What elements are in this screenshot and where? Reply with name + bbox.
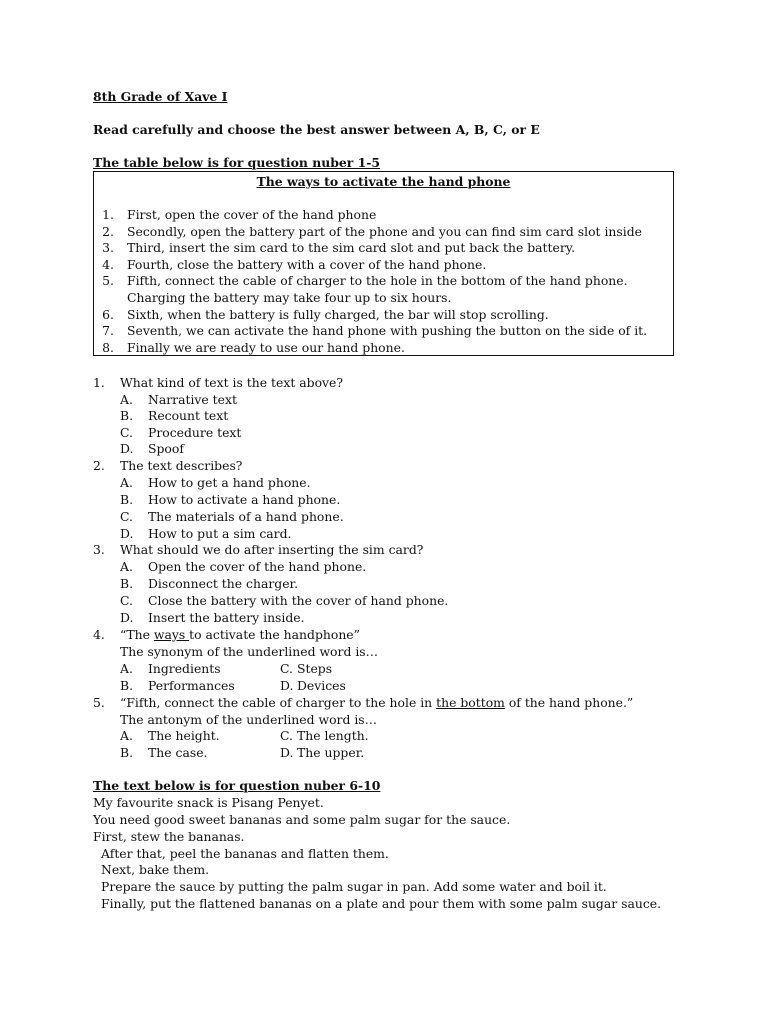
step-number: 1. [102,207,114,222]
option-text: Performances [148,678,235,693]
option-letter: A. [120,559,133,574]
question-text: The text describes? [120,458,243,473]
section-heading: The text below is for question nuber 6-10 [93,778,381,793]
option-letter: C. [120,425,133,440]
underlined-word: the bottom [436,695,505,710]
question-text: The synonym of the underlined word is… [120,644,379,659]
option-text: Spoof [148,441,184,456]
step-text: Finally we are ready to use our hand phone. [127,340,405,355]
passage-line: My favourite snack is Pisang Penyet. [93,795,324,810]
option-letter: A. [120,475,133,490]
option-letter: D. [120,441,134,456]
passage-line: First, stew the bananas. [93,829,245,844]
option-letter: B. [120,492,134,507]
option-letter: C. [280,728,293,743]
option-text: Open the cover of the hand phone. [148,559,367,574]
option-text: Close the battery with the cover of hand phone. [148,593,449,608]
passage-line: Next, bake them. [101,862,210,877]
option-letter: A. [120,392,133,407]
option-text: Recount text [148,408,229,423]
option-letter: B. [120,678,134,693]
quote-text: “The [120,627,154,642]
option-letter: D. [280,745,294,760]
instruction-text: Read carefully and choose the best answer between A, B, C, or E [93,122,540,137]
table-title: The ways to activate the hand phone [256,174,511,189]
option-text: Devices [297,678,346,693]
step-number: 8. [102,340,114,355]
step-text: Seventh, we can activate the hand phone with pushing the button on the side of it. [127,323,648,338]
option-text: How to put a sim card. [148,526,292,541]
passage-line: Prepare the sauce by putting the palm sugar in pan. Add some water and boil it. [101,879,607,894]
quote-text: of the hand phone.” [504,695,634,710]
option-text: Narrative text [148,392,237,407]
option-letter: B. [120,745,134,760]
question-number: 5. [93,695,105,710]
question-number: 4. [93,627,105,642]
underlined-word: ways [153,627,190,642]
option-letter: C. [120,593,133,608]
step-text: First, open the cover of the hand phone [127,207,377,222]
option-text: The materials of a hand phone. [148,509,344,524]
passage-line: After that, peel the bananas and flatten them. [101,846,389,861]
option-text: Procedure text [148,425,242,440]
option-text: How to activate a hand phone. [148,492,341,507]
step-number: 5. [102,273,114,288]
option-letter: D. [120,526,134,541]
option-letter: D. [280,678,294,693]
question-number: 1. [93,375,105,390]
option-letter: D. [120,610,134,625]
option-text: The upper. [297,745,365,760]
step-number: 2. [102,224,114,239]
option-text: Ingredients [148,661,221,676]
question-text: What kind of text is the text above? [120,375,344,390]
option-text: How to get a hand phone. [148,475,311,490]
option-letter: B. [120,408,134,423]
option-letter: A. [120,661,133,676]
question-text: What should we do after inserting the sim card? [120,542,424,557]
step-text: Fourth, close the battery with a cover of the hand phone. [127,257,487,272]
option-text: The length. [297,728,369,743]
question-text: The antonym of the underlined word is… [120,712,378,727]
table-intro-heading: The table below is for question nuber 1-5 [93,155,381,170]
steps-table [93,171,674,356]
quote-text: to activate the handphone” [189,627,360,642]
step-number: 7. [102,323,114,338]
question-quote [120,695,633,712]
step-text-continued: Charging the battery may take four up to six hours. [127,290,452,305]
question-quote [120,627,360,644]
step-text: Sixth, when the battery is fully charged, the bar will stop scrolling. [127,307,549,322]
option-text: The height. [148,728,220,743]
option-letter: A. [120,728,133,743]
step-text: Third, insert the sim card to the sim card slot and put back the battery. [127,240,576,255]
option-text: Disconnect the charger. [148,576,299,591]
passage-line: You need good sweet bananas and some palm sugar for the sauce. [93,812,511,827]
passage-line: Finally, put the flattened bananas on a plate and pour them with some palm sugar sauce. [101,896,662,911]
question-number: 2. [93,458,105,473]
step-text: Fifth, connect the cable of charger to the hole in the bottom of the hand phone. [127,273,628,288]
grade-heading: 8th Grade of Xave I [93,89,228,104]
question-number: 3. [93,542,105,557]
option-text: The case. [148,745,208,760]
step-number: 6. [102,307,114,322]
step-text: Secondly, open the battery part of the phone and you can find sim card slot inside [127,224,643,239]
option-text: Steps [297,661,333,676]
option-letter: C. [280,661,293,676]
step-number: 3. [102,240,114,255]
step-number: 4. [102,257,114,272]
quote-text: “Fifth, connect the cable of charger to the hole in [120,695,437,710]
option-text: Insert the battery inside. [148,610,305,625]
option-letter: C. [120,509,133,524]
option-letter: B. [120,576,134,591]
